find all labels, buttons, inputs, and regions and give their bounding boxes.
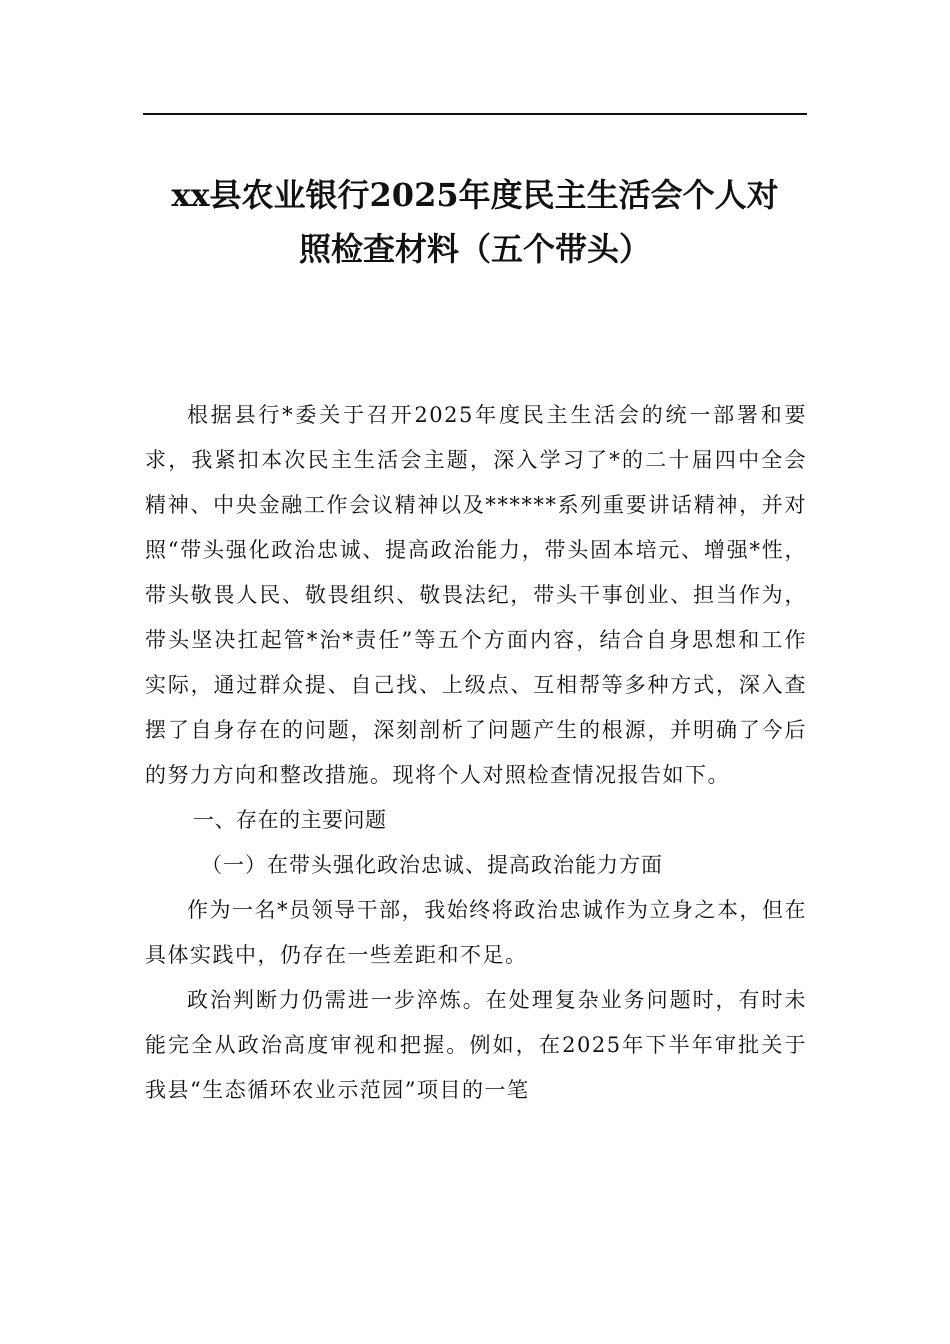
paragraph-2: 作为一名*员领导干部，我始终将政治忠诚作为立身之本，但在具体实践中，仍存在一些差距和不足。: [145, 898, 807, 967]
document-body: [145, 393, 807, 1113]
subsection-heading-1: （一）在带头强化政治忠诚、提高政治能力方面: [201, 853, 663, 877]
intro-paragraph: 根据县行*委关于召开2025年度民主生活会的统一部署和要求，我紧扣本次民主生活会主题，深入学习了*的二十届四中全会精神、中央金融工作会议精神以及******系列重要讲话精神，并对照“带头强化政治忠诚、提高政治能力，带头固本培元、增强*性，带头敬畏人民、敬畏组织、敬畏法纪，带头干事创业、担当作为，带头坚决扛起管*治*责任”等五个方面内容，结合自身思想和工作实际，通过群众提、自己找、上级点、互相帮等多种方式，深入查摆了自身存在的问题，深刻剖析了问题产生的根源，并明确了今后的努力方向和整改措施。现将个人对照检查情况报告如下。: [145, 403, 807, 787]
header-rule: [143, 113, 807, 115]
title-line-2: 照检查材料（五个带头）: [298, 230, 651, 268]
title-line-1: xx县农业银行2025年度民主生活会个人对: [171, 176, 779, 214]
document-title: [143, 168, 807, 276]
section-heading-1: 一、存在的主要问题: [193, 808, 387, 832]
paragraph-3: 政治判断力仍需进一步淬炼。在处理复杂业务问题时，有时未能完全从政治高度审视和把握。例如，在2025年下半年审批关于我县“生态循环农业示范园”项目的一笔: [145, 988, 807, 1102]
